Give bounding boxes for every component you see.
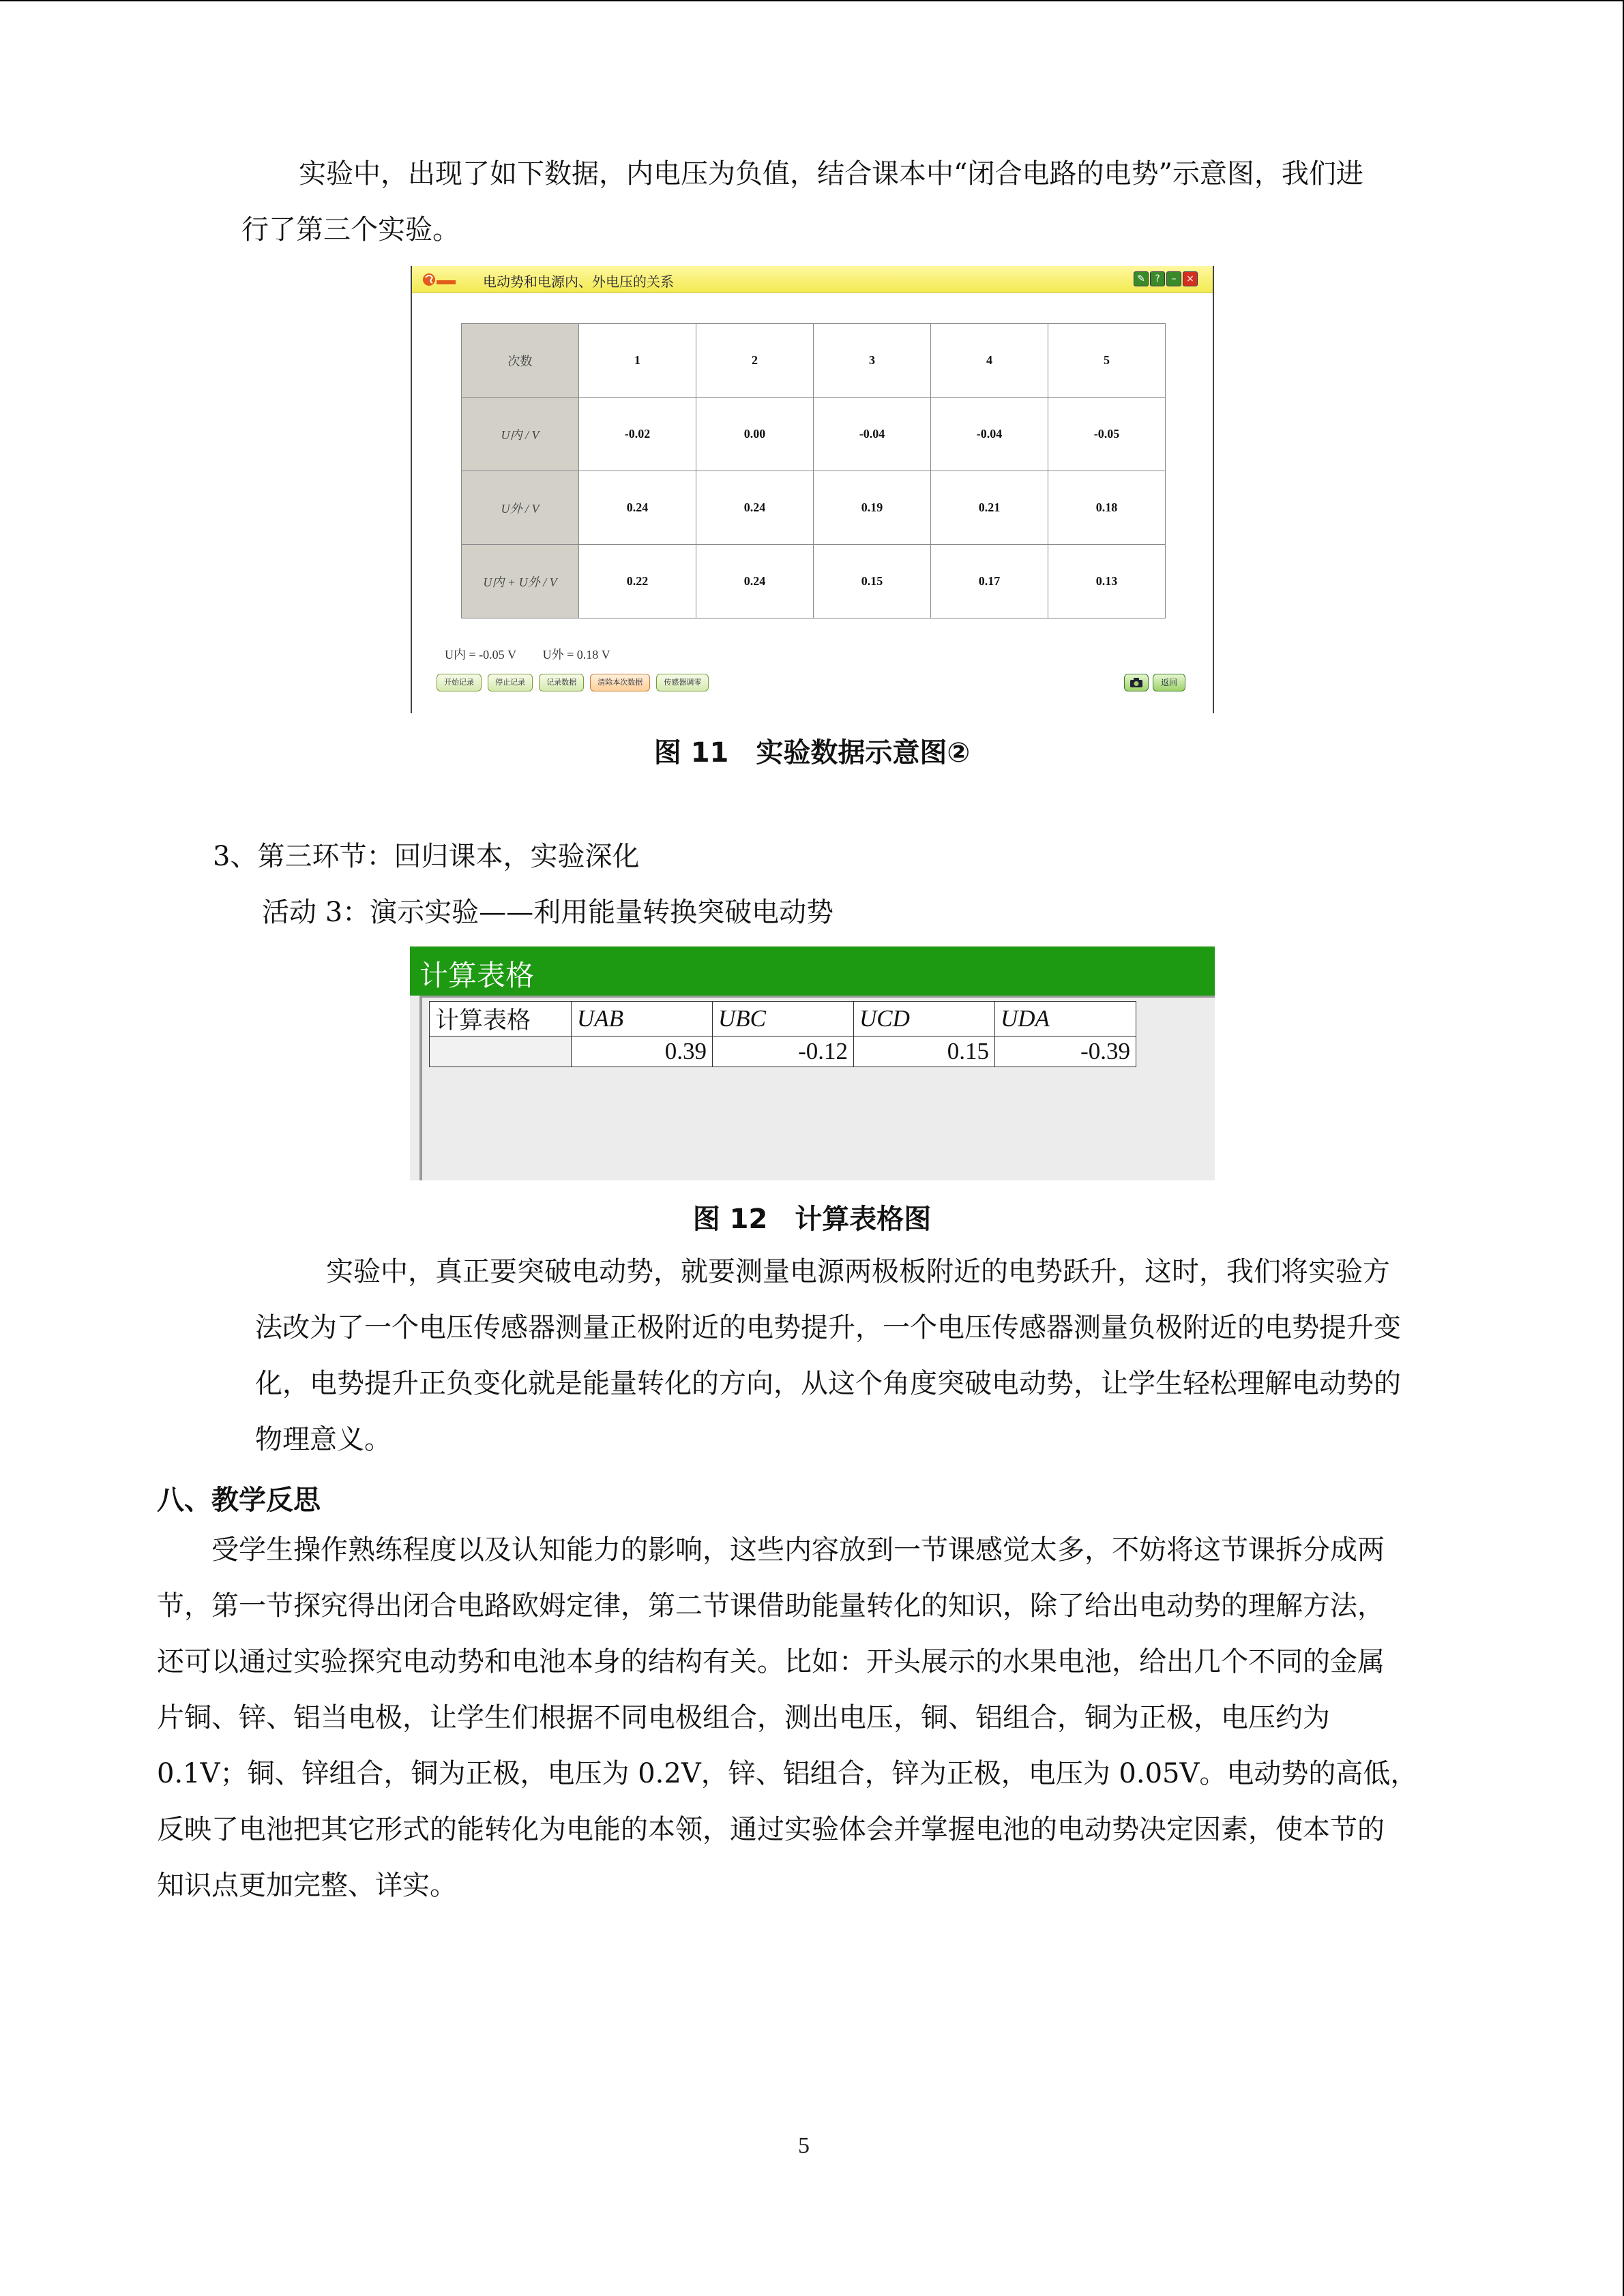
stop-record-button[interactable]: 停止记录	[488, 674, 533, 691]
activity-3-line: 活动 3：演示实验——利用能量转换突破电动势	[262, 897, 834, 928]
header-col-2: 2	[696, 324, 814, 398]
table-row	[462, 471, 1166, 545]
section-8-heading: 八、教学反思	[157, 1485, 321, 1516]
intro-line-1: 实验中，出现了如下数据，内电压为负值，结合课本中“闭合电路的电势”示意图，我们进	[299, 158, 1363, 190]
table-cell: -0.04	[814, 398, 931, 471]
reflection-line-2: 节，第一节探究得出闭合电路欧姆定律，第二节课借助能量转化的知识，除了给出电动势的理解方法，	[157, 1590, 1385, 1622]
table-cell: 0.24	[696, 471, 814, 545]
calc-col-uda: UDA	[995, 1002, 1136, 1037]
calc-cell-ubc[interactable]: -0.12	[713, 1037, 854, 1067]
table-cell: 0.21	[931, 471, 1048, 545]
row-label: U外 / V	[462, 471, 579, 545]
record-data-button[interactable]: 记录数据	[539, 674, 584, 691]
reflection-line-4: 片铜、锌、铝当电极，让学生们根据不同电极组合，测出电压，铜、铝组合，铜为正极，电压约为	[157, 1702, 1330, 1733]
inner-voltage-readout: U内 = -0.05 V	[445, 648, 517, 661]
experiment-line-4: 物理意义。	[255, 1424, 392, 1455]
experiment-line-3: 化，电势提升正负变化就是能量转化的方向，从这个角度突破电动势，让学生轻松理解电动势的	[255, 1368, 1401, 1399]
reflection-line-1: 受学生操作熟练程度以及认知能力的影响，这些内容放到一节课感觉太多，不妨将这节课拆分成两	[211, 1534, 1385, 1566]
window-title: 电动势和电源内、外电压的关系	[483, 273, 674, 290]
table-cell: 0.18	[1048, 471, 1166, 545]
return-button[interactable]: 返回	[1153, 674, 1185, 691]
figure-11-window	[411, 266, 1214, 713]
reflection-line-7: 知识点更加完整、详实。	[157, 1870, 457, 1901]
table-cell: 0.17	[931, 545, 1048, 618]
section-3-heading: 3、第三环节：回归课本，实验深化	[213, 841, 640, 872]
figure-11-caption: 图 11 实验数据示意图②	[653, 737, 971, 769]
header-col-5: 5	[1048, 324, 1166, 398]
reflection-line-5: 0.1V；铜、锌组合，铜为正极，电压为 0.2V，锌、铝组合，锌为正极，电压为 0.05V。电动势的高低，	[157, 1758, 1418, 1789]
calc-cell-ucd[interactable]: 0.15	[854, 1037, 995, 1067]
table-cell: 0.15	[814, 545, 931, 618]
window-titlebar	[412, 266, 1213, 293]
table-header-row	[462, 324, 1166, 398]
table-cell: 0.24	[696, 545, 814, 618]
calc-col-ubc: UBC	[713, 1002, 854, 1037]
control-button-row	[437, 674, 711, 691]
table-cell: 0.00	[696, 398, 814, 471]
table-row	[462, 545, 1166, 618]
calc-col-uab: UAB	[572, 1002, 713, 1037]
calc-table	[429, 1001, 1136, 1067]
calc-table-row	[430, 1037, 1136, 1067]
table-cell: -0.05	[1048, 398, 1166, 471]
header-col-4: 4	[931, 324, 1048, 398]
header-col-1: 1	[579, 324, 696, 398]
calc-col-label: 计算表格	[430, 1002, 572, 1037]
calc-table-header	[410, 946, 1215, 996]
experiment-line-1: 实验中，真正要突破电动势，就要测量电源两极板附近的电势跃升，这时，我们将实验方	[326, 1256, 1390, 1287]
sensor-zero-button[interactable]: 传感器调零	[656, 674, 709, 691]
figure-12-window	[410, 946, 1215, 1180]
camera-button[interactable]	[1124, 674, 1149, 691]
header-col-3: 3	[814, 324, 931, 398]
calc-cell-uda[interactable]: -0.39	[995, 1037, 1136, 1067]
experiment-line-2: 法改为了一个电压传感器测量正极附近的电势提升，一个电压传感器测量负极附近的电势提升变	[255, 1312, 1401, 1343]
outer-voltage-readout: U外 = 0.18 V	[542, 648, 610, 661]
table-cell: -0.04	[931, 398, 1048, 471]
app-logo-icon	[422, 271, 457, 288]
table-cell: 0.13	[1048, 545, 1166, 618]
camera-icon	[1130, 677, 1143, 688]
calc-row-label[interactable]	[430, 1037, 572, 1067]
figure-12-caption: 图 12 计算表格图	[692, 1204, 932, 1235]
table-row	[462, 398, 1166, 471]
experiment-data-table	[461, 323, 1166, 618]
row-label: U内 + U外 / V	[462, 545, 579, 618]
table-cell: 0.19	[814, 471, 931, 545]
row-label: U内 / V	[462, 398, 579, 471]
start-record-button[interactable]: 开始记录	[437, 674, 482, 691]
table-cell: 0.22	[579, 545, 696, 618]
reflection-line-3: 还可以通过实验探究电动势和电池本身的结构有关。比如：开头展示的水果电池，给出几个不同的金属	[157, 1646, 1385, 1678]
edit-icon[interactable]: ✎	[1134, 271, 1149, 286]
reflection-line-6: 反映了电池把其它形式的能转化为电能的本领，通过实验体会并掌握电池的电动势决定因素，使本节的	[157, 1814, 1385, 1845]
clear-data-button[interactable]: 清除本次数据	[590, 674, 650, 691]
page-number: 5	[798, 2133, 810, 2158]
close-icon[interactable]: ×	[1183, 271, 1198, 286]
header-label: 次数	[462, 324, 579, 398]
table-cell: 0.24	[579, 471, 696, 545]
voltage-readout	[445, 645, 634, 663]
help-icon[interactable]: ?	[1150, 271, 1165, 286]
calc-table-header-row	[430, 1002, 1136, 1037]
calc-cell-uab[interactable]: 0.39	[572, 1037, 713, 1067]
intro-line-2: 行了第三个实验。	[241, 214, 460, 245]
calc-col-ucd: UCD	[854, 1002, 995, 1037]
minimize-icon[interactable]: –	[1166, 271, 1181, 286]
table-cell: -0.02	[579, 398, 696, 471]
calc-table-title: 计算表格	[419, 959, 535, 992]
